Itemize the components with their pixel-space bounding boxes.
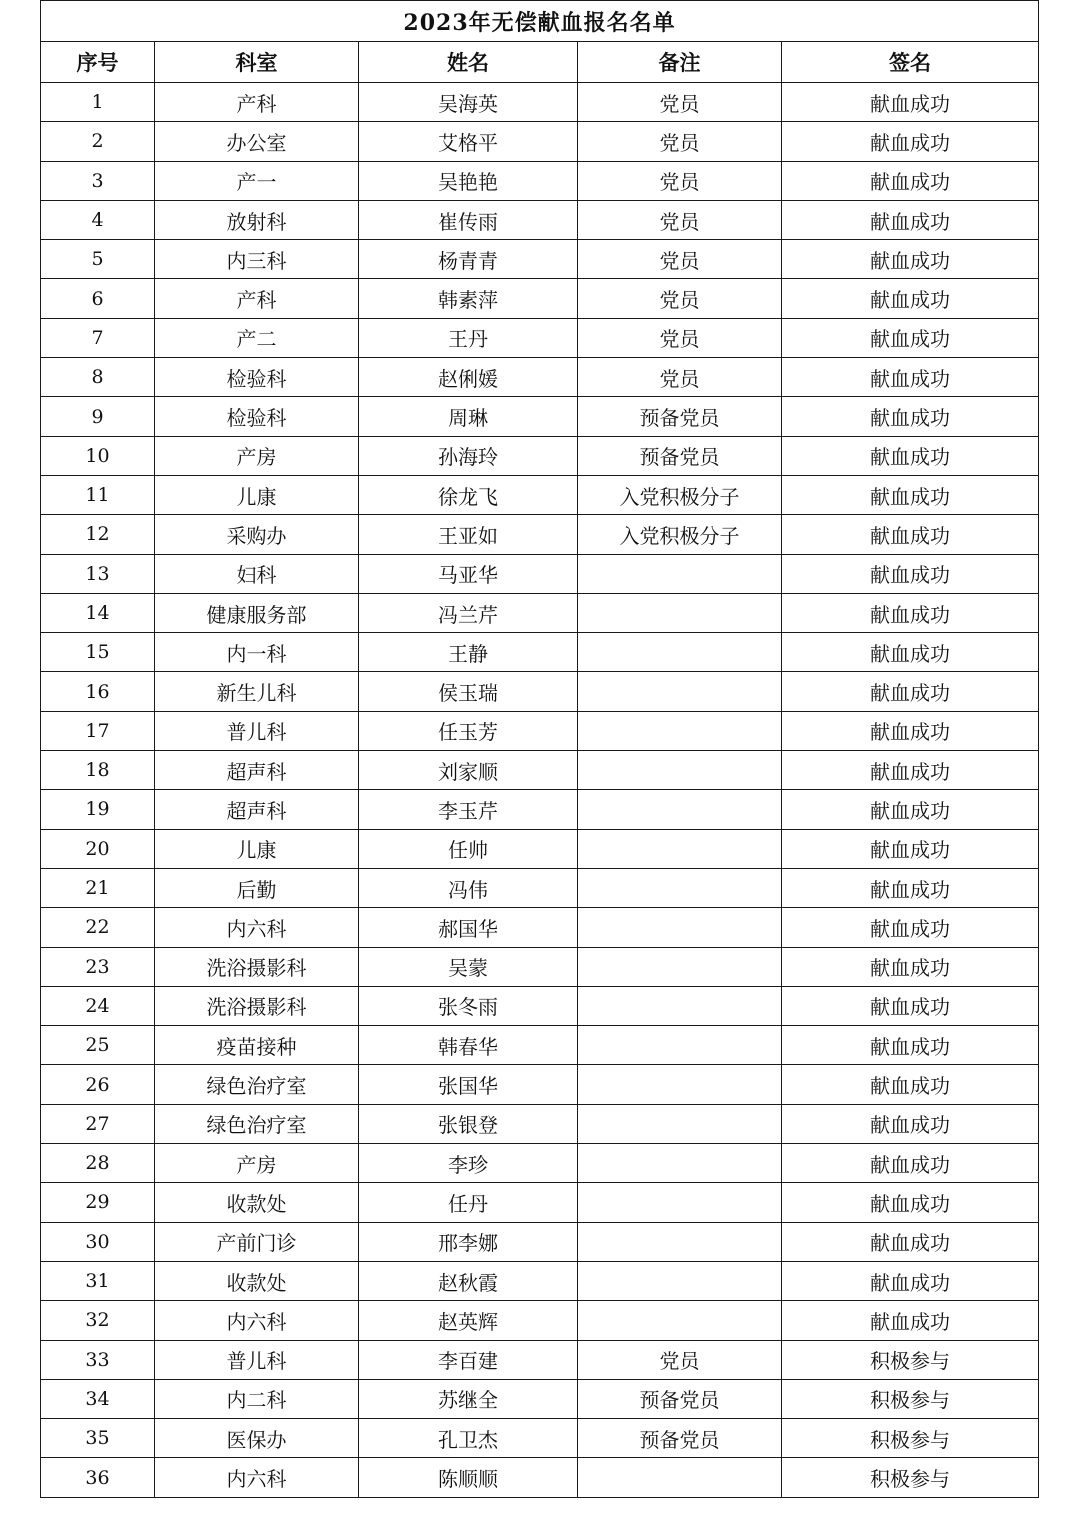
cell-dept: 采购办 <box>155 515 359 554</box>
cell-note: 预备党员 <box>578 397 782 436</box>
cell-dept: 超声科 <box>155 790 359 829</box>
cell-no: 7 <box>41 318 155 357</box>
cell-no: 12 <box>41 515 155 554</box>
cell-sign: 献血成功 <box>782 908 1039 947</box>
table-row <box>41 122 1039 161</box>
cell-note: 入党积极分子 <box>578 475 782 514</box>
cell-dept: 产房 <box>155 1144 359 1183</box>
cell-name: 王丹 <box>359 318 578 357</box>
cell-name: 马亚华 <box>359 554 578 593</box>
cell-dept: 产房 <box>155 436 359 475</box>
cell-note: 党员 <box>578 1340 782 1379</box>
cell-name: 侯玉瑞 <box>359 672 578 711</box>
cell-no: 16 <box>41 672 155 711</box>
cell-dept: 内二科 <box>155 1379 359 1418</box>
cell-note: 党员 <box>578 161 782 200</box>
cell-name: 孙海玲 <box>359 436 578 475</box>
cell-note <box>578 1183 782 1222</box>
cell-note <box>578 868 782 907</box>
cell-no: 17 <box>41 711 155 750</box>
cell-sign: 献血成功 <box>782 397 1039 436</box>
cell-note <box>578 672 782 711</box>
cell-note <box>578 554 782 593</box>
cell-sign: 献血成功 <box>782 240 1039 279</box>
cell-dept: 产前门诊 <box>155 1222 359 1261</box>
cell-note <box>578 829 782 868</box>
cell-no: 22 <box>41 908 155 947</box>
cell-sign: 献血成功 <box>782 593 1039 632</box>
cell-dept: 产科 <box>155 83 359 122</box>
cell-sign: 积极参与 <box>782 1340 1039 1379</box>
cell-name: 赵英辉 <box>359 1301 578 1340</box>
cell-sign: 献血成功 <box>782 1065 1039 1104</box>
table-row <box>41 947 1039 986</box>
cell-sign: 献血成功 <box>782 1301 1039 1340</box>
table-row <box>41 1144 1039 1183</box>
cell-note: 预备党员 <box>578 1419 782 1458</box>
cell-note: 预备党员 <box>578 436 782 475</box>
cell-name: 李玉芹 <box>359 790 578 829</box>
cell-name: 冯兰芹 <box>359 593 578 632</box>
cell-sign: 献血成功 <box>782 122 1039 161</box>
cell-dept: 普儿科 <box>155 1340 359 1379</box>
cell-dept: 儿康 <box>155 829 359 868</box>
cell-sign: 积极参与 <box>782 1458 1039 1497</box>
cell-dept: 普儿科 <box>155 711 359 750</box>
table-row <box>41 829 1039 868</box>
table-row <box>41 751 1039 790</box>
cell-no: 32 <box>41 1301 155 1340</box>
cell-no: 33 <box>41 1340 155 1379</box>
cell-dept: 内六科 <box>155 1301 359 1340</box>
cell-no: 4 <box>41 200 155 239</box>
cell-no: 28 <box>41 1144 155 1183</box>
cell-note: 预备党员 <box>578 1379 782 1418</box>
cell-dept: 洗浴摄影科 <box>155 986 359 1025</box>
cell-name: 陈顺顺 <box>359 1458 578 1497</box>
table-row <box>41 515 1039 554</box>
cell-name: 吴艳艳 <box>359 161 578 200</box>
cell-dept: 放射科 <box>155 200 359 239</box>
cell-no: 15 <box>41 633 155 672</box>
cell-name: 张冬雨 <box>359 986 578 1025</box>
cell-sign: 献血成功 <box>782 1261 1039 1300</box>
cell-name: 苏继全 <box>359 1379 578 1418</box>
cell-sign: 献血成功 <box>782 436 1039 475</box>
cell-note <box>578 1458 782 1497</box>
cell-note: 党员 <box>578 122 782 161</box>
cell-sign: 献血成功 <box>782 986 1039 1025</box>
cell-sign: 献血成功 <box>782 83 1039 122</box>
cell-sign: 献血成功 <box>782 868 1039 907</box>
cell-dept: 医保办 <box>155 1419 359 1458</box>
cell-name: 杨青青 <box>359 240 578 279</box>
cell-name: 任玉芳 <box>359 711 578 750</box>
cell-name: 艾格平 <box>359 122 578 161</box>
cell-name: 任丹 <box>359 1183 578 1222</box>
cell-no: 9 <box>41 397 155 436</box>
cell-dept: 健康服务部 <box>155 593 359 632</box>
cell-dept: 后勤 <box>155 868 359 907</box>
cell-note <box>578 1301 782 1340</box>
cell-dept: 新生儿科 <box>155 672 359 711</box>
table-row <box>41 240 1039 279</box>
cell-no: 1 <box>41 83 155 122</box>
cell-dept: 收款处 <box>155 1261 359 1300</box>
cell-name: 任帅 <box>359 829 578 868</box>
cell-no: 5 <box>41 240 155 279</box>
column-header-note: 备注 <box>578 42 782 83</box>
cell-dept: 妇科 <box>155 554 359 593</box>
cell-note <box>578 986 782 1025</box>
cell-note <box>578 790 782 829</box>
table-row <box>41 83 1039 122</box>
cell-sign: 献血成功 <box>782 515 1039 554</box>
table-row <box>41 1419 1039 1458</box>
cell-sign: 献血成功 <box>782 318 1039 357</box>
cell-dept: 内六科 <box>155 908 359 947</box>
cell-note: 党员 <box>578 200 782 239</box>
column-header-sign: 签名 <box>782 42 1039 83</box>
cell-sign: 献血成功 <box>782 475 1039 514</box>
roster-table <box>40 0 1039 1498</box>
table-row <box>41 1222 1039 1261</box>
table-row <box>41 672 1039 711</box>
table-row <box>41 200 1039 239</box>
table-row <box>41 1301 1039 1340</box>
cell-no: 29 <box>41 1183 155 1222</box>
table-row <box>41 318 1039 357</box>
table-row <box>41 593 1039 632</box>
cell-sign: 献血成功 <box>782 947 1039 986</box>
table-row <box>41 1065 1039 1104</box>
cell-dept: 洗浴摄影科 <box>155 947 359 986</box>
cell-dept: 产一 <box>155 161 359 200</box>
cell-note <box>578 593 782 632</box>
cell-sign: 献血成功 <box>782 711 1039 750</box>
cell-no: 11 <box>41 475 155 514</box>
cell-name: 冯伟 <box>359 868 578 907</box>
cell-dept: 收款处 <box>155 1183 359 1222</box>
cell-name: 张国华 <box>359 1065 578 1104</box>
title-row <box>41 1 1039 42</box>
header-row <box>41 42 1039 83</box>
cell-no: 6 <box>41 279 155 318</box>
cell-sign: 献血成功 <box>782 829 1039 868</box>
cell-name: 郝国华 <box>359 908 578 947</box>
cell-sign: 献血成功 <box>782 751 1039 790</box>
cell-note <box>578 1222 782 1261</box>
cell-no: 18 <box>41 751 155 790</box>
cell-dept: 检验科 <box>155 397 359 436</box>
cell-note <box>578 947 782 986</box>
table-row <box>41 711 1039 750</box>
table-row <box>41 1261 1039 1300</box>
table-row <box>41 908 1039 947</box>
cell-no: 14 <box>41 593 155 632</box>
table-row <box>41 397 1039 436</box>
cell-no: 2 <box>41 122 155 161</box>
cell-note <box>578 1144 782 1183</box>
cell-sign: 积极参与 <box>782 1379 1039 1418</box>
cell-dept: 内三科 <box>155 240 359 279</box>
cell-sign: 献血成功 <box>782 672 1039 711</box>
cell-dept: 绿色治疗室 <box>155 1104 359 1143</box>
cell-sign: 献血成功 <box>782 279 1039 318</box>
column-header-no: 序号 <box>41 42 155 83</box>
cell-name: 崔传雨 <box>359 200 578 239</box>
cell-sign: 献血成功 <box>782 161 1039 200</box>
cell-no: 36 <box>41 1458 155 1497</box>
cell-sign: 献血成功 <box>782 1222 1039 1261</box>
cell-note <box>578 1065 782 1104</box>
cell-name: 李珍 <box>359 1144 578 1183</box>
table-row <box>41 161 1039 200</box>
cell-sign: 献血成功 <box>782 200 1039 239</box>
cell-no: 26 <box>41 1065 155 1104</box>
cell-no: 8 <box>41 358 155 397</box>
cell-sign: 献血成功 <box>782 554 1039 593</box>
cell-dept: 疫苗接种 <box>155 1026 359 1065</box>
cell-no: 19 <box>41 790 155 829</box>
cell-note: 党员 <box>578 83 782 122</box>
table-row <box>41 436 1039 475</box>
cell-no: 34 <box>41 1379 155 1418</box>
cell-name: 徐龙飞 <box>359 475 578 514</box>
cell-note: 党员 <box>578 240 782 279</box>
cell-no: 10 <box>41 436 155 475</box>
cell-no: 25 <box>41 1026 155 1065</box>
cell-name: 李百建 <box>359 1340 578 1379</box>
cell-note: 入党积极分子 <box>578 515 782 554</box>
cell-no: 20 <box>41 829 155 868</box>
cell-name: 韩素萍 <box>359 279 578 318</box>
cell-name: 吴海英 <box>359 83 578 122</box>
table-row <box>41 986 1039 1025</box>
cell-no: 27 <box>41 1104 155 1143</box>
cell-sign: 献血成功 <box>782 1144 1039 1183</box>
cell-sign: 献血成功 <box>782 1026 1039 1065</box>
cell-note <box>578 711 782 750</box>
table-row <box>41 633 1039 672</box>
table-row <box>41 1340 1039 1379</box>
column-header-name: 姓名 <box>359 42 578 83</box>
cell-sign: 献血成功 <box>782 633 1039 672</box>
cell-dept: 产科 <box>155 279 359 318</box>
table-row <box>41 279 1039 318</box>
cell-name: 邢李娜 <box>359 1222 578 1261</box>
table-row <box>41 868 1039 907</box>
cell-name: 刘家顺 <box>359 751 578 790</box>
cell-no: 31 <box>41 1261 155 1300</box>
cell-sign: 献血成功 <box>782 1104 1039 1143</box>
cell-no: 13 <box>41 554 155 593</box>
table-row <box>41 475 1039 514</box>
table-row <box>41 790 1039 829</box>
cell-sign: 献血成功 <box>782 790 1039 829</box>
table-row <box>41 1379 1039 1418</box>
cell-no: 23 <box>41 947 155 986</box>
cell-no: 24 <box>41 986 155 1025</box>
table-row <box>41 1458 1039 1497</box>
cell-dept: 超声科 <box>155 751 359 790</box>
cell-name: 周琳 <box>359 397 578 436</box>
cell-name: 赵秋霞 <box>359 1261 578 1300</box>
table-row <box>41 1104 1039 1143</box>
cell-dept: 内一科 <box>155 633 359 672</box>
cell-note <box>578 1261 782 1300</box>
cell-note: 党员 <box>578 358 782 397</box>
column-header-dept: 科室 <box>155 42 359 83</box>
table-row <box>41 1183 1039 1222</box>
cell-note <box>578 908 782 947</box>
cell-sign: 积极参与 <box>782 1419 1039 1458</box>
cell-dept: 绿色治疗室 <box>155 1065 359 1104</box>
cell-dept: 检验科 <box>155 358 359 397</box>
cell-note <box>578 751 782 790</box>
cell-note <box>578 1026 782 1065</box>
cell-name: 孔卫杰 <box>359 1419 578 1458</box>
cell-note <box>578 1104 782 1143</box>
cell-no: 30 <box>41 1222 155 1261</box>
page-title: 2023年无偿献血报名名单 <box>41 1 1039 42</box>
cell-note <box>578 633 782 672</box>
cell-name: 韩春华 <box>359 1026 578 1065</box>
cell-dept: 办公室 <box>155 122 359 161</box>
cell-no: 3 <box>41 161 155 200</box>
roster-body <box>41 83 1039 1498</box>
cell-dept: 儿康 <box>155 475 359 514</box>
cell-sign: 献血成功 <box>782 1183 1039 1222</box>
table-row <box>41 1026 1039 1065</box>
table-row <box>41 358 1039 397</box>
cell-name: 吴蒙 <box>359 947 578 986</box>
cell-no: 35 <box>41 1419 155 1458</box>
table-row <box>41 554 1039 593</box>
cell-name: 王亚如 <box>359 515 578 554</box>
cell-no: 21 <box>41 868 155 907</box>
roster-sheet <box>40 0 1038 1498</box>
cell-note: 党员 <box>578 318 782 357</box>
cell-dept: 产二 <box>155 318 359 357</box>
cell-sign: 献血成功 <box>782 358 1039 397</box>
cell-name: 张银登 <box>359 1104 578 1143</box>
cell-dept: 内六科 <box>155 1458 359 1497</box>
cell-name: 赵俐媛 <box>359 358 578 397</box>
cell-note: 党员 <box>578 279 782 318</box>
cell-name: 王静 <box>359 633 578 672</box>
